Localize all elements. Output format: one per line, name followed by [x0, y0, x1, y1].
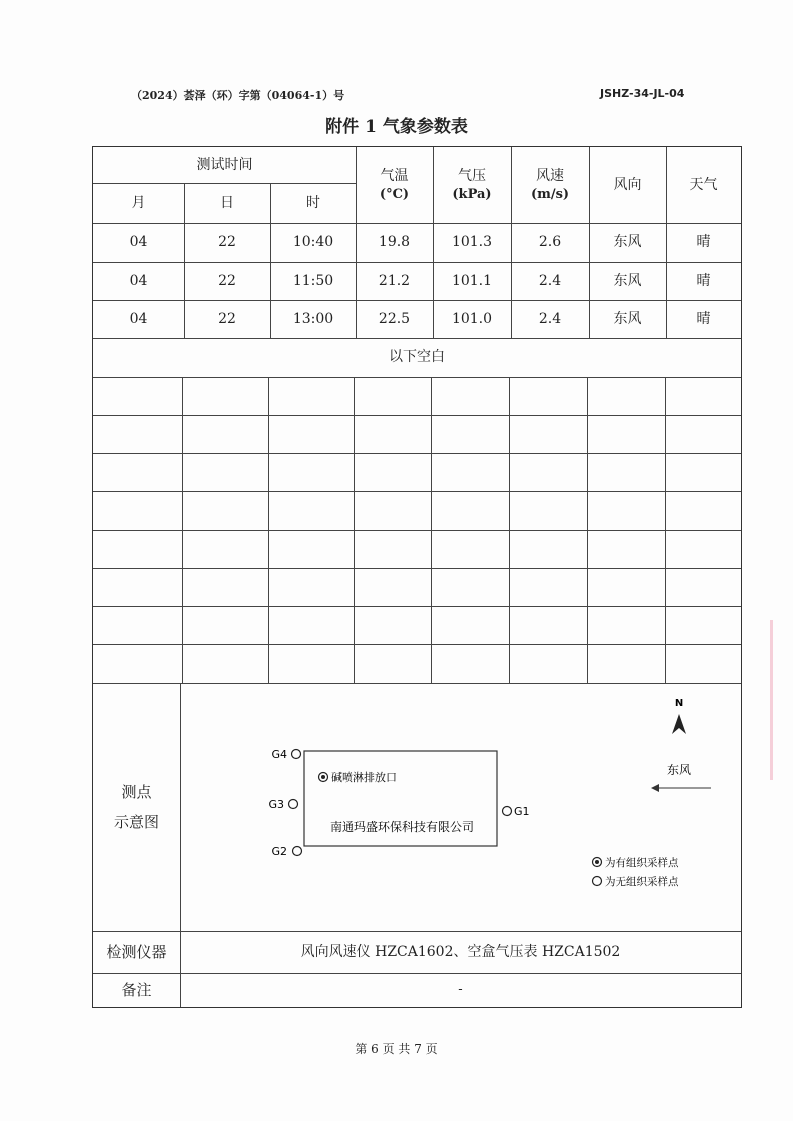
temperature-cell: 22.5: [378, 310, 411, 327]
legend-organized-label: 为有组织采样点: [605, 857, 679, 869]
legend-unorganized-label: 为无组织采样点: [605, 876, 679, 888]
north-arrow-icon: [672, 714, 686, 734]
sampling-point-diagram: [181, 684, 741, 930]
report-number: （2024）荟泽（环）字第（04064-1）号: [131, 89, 345, 102]
month-cell: 04: [129, 272, 148, 289]
grid-line: [93, 568, 741, 569]
diagram-label-line1: 测点: [121, 783, 152, 801]
day-cell: 22: [218, 234, 236, 251]
blank-note: 以下空白: [389, 349, 445, 366]
pressure-header-label: 气压: [458, 167, 486, 184]
pressure-cell: 101.3: [451, 234, 493, 251]
company-name: 南通玛盛环保科技有限公司: [329, 820, 475, 834]
grid-line: [93, 644, 741, 645]
g3-label: G3: [268, 798, 284, 811]
pressure-cell: 101.0: [451, 310, 493, 327]
temperature-cell: 19.8: [378, 234, 411, 251]
wind-speed-cell: 2.6: [538, 234, 562, 251]
time-cell: 11:50: [292, 272, 334, 289]
wind-speed-cell: 2.4: [538, 310, 562, 327]
weather-cell: 晴: [696, 234, 711, 251]
temperature-header: [356, 147, 433, 223]
wind-speed-cell: 2.4: [538, 272, 562, 289]
g1-label: G1: [514, 805, 530, 818]
g4-marker: [292, 750, 301, 759]
temperature-header-label: 气温: [380, 167, 409, 184]
legend-organized-dot: [595, 860, 599, 864]
hour-header: 时: [306, 194, 320, 211]
weather-cell: 晴: [696, 272, 711, 289]
instrument-label: 检测仪器: [106, 942, 167, 961]
time-cell: 13:00: [292, 310, 334, 327]
outlet-marker-dot: [321, 775, 325, 779]
day-cell: 22: [218, 272, 236, 289]
wind-label: 东风: [666, 763, 692, 777]
outlet-label: 碱喷淋排放口: [331, 771, 397, 784]
month-cell: 04: [129, 310, 148, 327]
weather-cell: 晴: [696, 310, 711, 327]
page-title: 附件 1 气象参数表: [325, 117, 468, 137]
wind-direction-cell: 东风: [613, 272, 642, 289]
wind-direction-header: 风向: [613, 176, 642, 193]
legend-unorganized-marker: [593, 877, 602, 886]
temperature-header-unit: (°C): [379, 186, 410, 202]
remarks-value: -: [458, 982, 463, 998]
temperature-cell: 21.2: [378, 272, 411, 289]
wind-speed-header: [511, 147, 589, 223]
g2-label: G2: [271, 845, 287, 858]
grid-line: [93, 530, 741, 531]
grid-line: [93, 491, 741, 492]
g1-marker: [503, 807, 512, 816]
wind-arrow-icon: [651, 784, 659, 792]
g4-label: G4: [271, 748, 287, 761]
instrument-value: 风向风速仪 HZCA1602、空盒气压表 HZCA1502: [300, 943, 621, 960]
grid-line: [93, 377, 741, 378]
wind-direction-cell: 东风: [613, 310, 642, 327]
test-time-header: 测试时间: [196, 156, 253, 173]
g3-marker: [289, 800, 298, 809]
diagram-label-line2: 示意图: [113, 813, 159, 831]
wind-direction-cell: 东风: [613, 234, 642, 251]
grid-line: [93, 453, 741, 454]
time-cell: 10:40: [292, 234, 334, 251]
day-header: 日: [220, 194, 234, 211]
stamp-edge: [770, 620, 793, 780]
remarks-label: 备注: [121, 980, 152, 999]
pressure-header: [433, 147, 511, 223]
g2-marker: [293, 847, 302, 856]
diagram-label: [93, 683, 180, 931]
pressure-header-unit: (kPa): [452, 186, 492, 202]
weather-header: 天气: [689, 176, 718, 193]
north-label: N: [674, 698, 684, 709]
grid-line: [93, 606, 741, 607]
meteorological-table: [92, 146, 742, 1008]
page-number: 第 6 页 共 7 页: [355, 1042, 438, 1056]
month-header: 月: [131, 194, 146, 211]
pressure-cell: 101.1: [451, 272, 493, 289]
wind-speed-header-label: 风速: [536, 167, 564, 184]
form-code: JSHZ-34-JL-04: [600, 87, 685, 100]
wind-speed-header-unit: (m/s): [530, 186, 570, 202]
grid-line: [93, 415, 741, 416]
month-cell: 04: [129, 234, 148, 251]
day-cell: 22: [218, 310, 236, 327]
